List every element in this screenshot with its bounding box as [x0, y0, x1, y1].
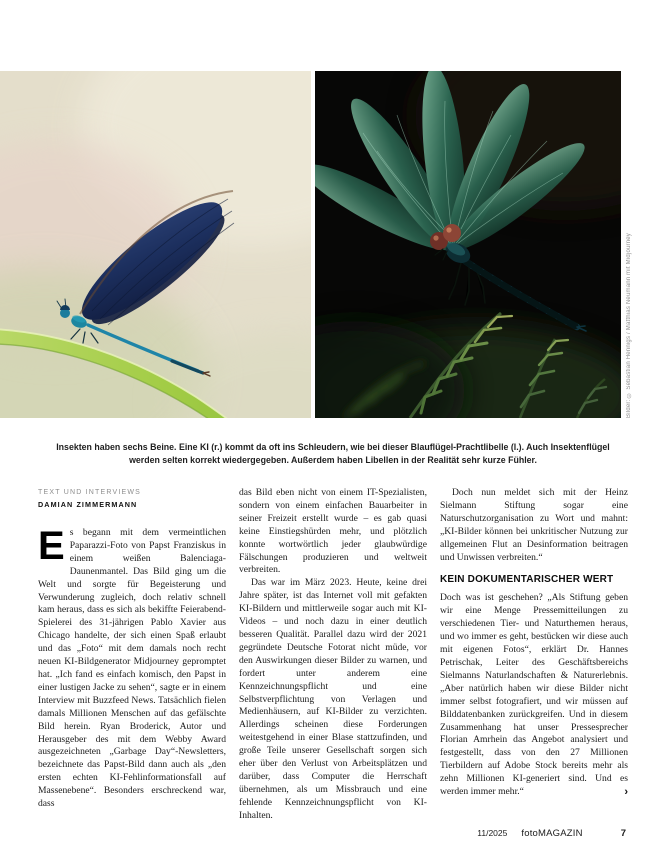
article-body — [38, 487, 628, 823]
paragraph-1-text: s begann mit dem vermeintlichen Paparazzi-Foto von Papst Franziskus in einem weißen Balenciaga-Daunenmantel. Das Bild ging um die Welt und sorgte für Begeisterung und Verwunderung zugleich, doch relativ schnell kam heraus, dass es sich als bekiffte Feierabend-Spielerei des 31-jährigen Pablo Xavier aus Chicago handelte, der sich einen Spaß erlaubt und das „Foto“ mit dem damals noch recht neuen KI-Bildgenerator Midjourney gepromptet hat. „Ich fand es einfach komisch, den Papst in einer lustigen Jacke zu sehen“, sagte er in einem Interview mit Buzzfeed News. Tatsächlich fielen damals Millionen Menschen auf das gefälschte Bild herein. Ryan Broderick, Autor und Herausgeber des mit dem Webby Award ausgezeichneten „Garbage Day“-Newsletters, bezeichnete das Papst-Bild dann auch als „den ersten echten KI-Fehlinformationsfall auf Massenebene“. Besonders erschreckend war, dass — [38, 527, 226, 810]
drop-cap: E — [38, 524, 65, 568]
kicker: TEXT UND INTERVIEWS — [38, 489, 142, 496]
photo-caption: Insekten haben sechs Beine. Eine KI (r.) kommt da oft ins Schleudern, wie bei dieser Blauflügel-Prachtlibelle (l.). Auch Insektenflügel werden selten korrekt wiedergegeben. Außerdem haben Libellen in der Realität sehr kurze Fühler. — [56, 441, 610, 465]
magazine-logo: fotoMAGAZIN — [521, 828, 583, 839]
column-3 — [440, 487, 628, 823]
subheading: KEIN DOKUMENTARISCHER WERT — [440, 574, 614, 586]
page-footer — [477, 828, 626, 839]
paragraph-4: Doch nun meldet sich mit der Heinz Sielmann Stiftung sogar eine Naturschutzorganisation zu Wort und mahnt: „KI-Bilder können bei unkritischer Nutzung zur allgemeinen Flut an Desinformation beitragen und Unwissen verbreiten.“ — [440, 487, 628, 563]
author-byline: DAMIAN ZIMMERMANN — [38, 500, 138, 509]
page-number: 7 — [620, 828, 626, 839]
paragraph-5-text: Doch was ist geschehen? „Als Stiftung geben wir eine Menge Pressemitteilungen zu verschiedenen Tier- und Naturthemen heraus, und wo immer es geht, bestücken wir diese auch mit eigenen Fotos“, erklärt Dr. Hannes Petrischak, Leiter des Geschäftsbereichs Sielmanns Naturlandschaften & Naturerlebnis. „Aber natürlich haben wir diese Bilder nicht immer selbst fotografiert, und wir müssen auf Bilddatenbanken zurückgreifen. Und in diesem Zusammenhang hat unser Pressesprecher Florian Amrhein das Angebot analysiert und festgestellt, dass von den 27 Millionen Tierbildern auf Adobe Stock bereits mehr als zehn Millionen KI-generiert sind. Und es werden immer mehr.“ — [440, 592, 628, 798]
paragraph-5 — [440, 592, 628, 799]
photo-damselfly-real — [0, 71, 311, 418]
column-1 — [38, 487, 226, 823]
damselfly-photo-illustration — [0, 71, 311, 418]
ai-dragonfly-illustration — [315, 71, 621, 418]
photo-dragonfly-ai — [315, 71, 621, 418]
photo-credit-text: Bilder: © Sebastian Hennigs / Matthias Neumann mit Midjourney — [625, 233, 632, 418]
paragraph-3: Das war im März 2023. Heute, keine drei Jahre später, ist das Internet voll mit gefakten KI-Bildern und mittlerweile sogar auch mit KI-Videos – und noch dazu in einer deutlich besseren Qualität. Parallel dazu wird der 2021 gegründete Deutsche Fotorat nicht müde, vor den Auswirkungen dieser Bilder zu warnen, und fordert unter anderem eine Kennzeichnungspflicht und eine Selbstverpflichtung von Verlagen und Medienhäusern, auf KI-Bilder zu verzichten. Allerdings scheinen diese Forderungen weitestgehend in einer Blase stattzufinden, und große Teile unserer Gesellschaft sorgen sich eher über den Verlust von Arbeitsplätzen und darüber, dass Computer die Herrschaft übernehmen, als um Missbrauch und eine fehlende Kennzeichnungspflicht von KI-Inhalten. — [239, 577, 427, 821]
photo-credit — [621, 71, 636, 418]
paragraph-2: das Bild eben nicht von einem IT-Spezialisten, sondern von einem einfachen Bauarbeiter in seiner Freizeit erstellt wurde – es gab quasi keine Einstiegshürden mehr, und plötzlich konnte wortwörtlich jeder glaubwürdige Fälschungen produzieren und weltweit verbreiten. — [239, 487, 427, 576]
continue-arrow-icon: › — [624, 786, 628, 799]
column-2 — [239, 487, 427, 823]
issue-number: 11/2025 — [477, 828, 508, 838]
paragraph-1 — [38, 524, 226, 811]
